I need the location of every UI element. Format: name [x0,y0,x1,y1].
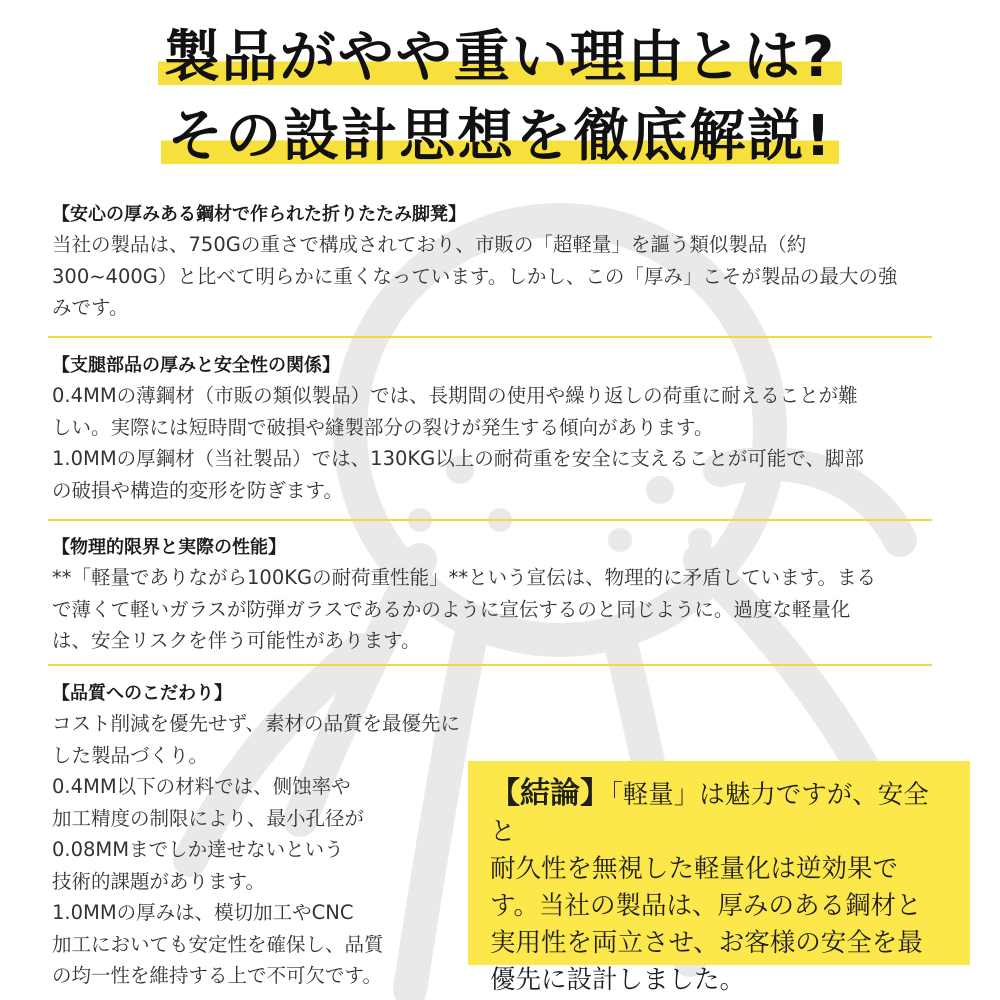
section-body: **「軽量でありながら100KGの耐荷重性能」**という宣伝は、物理的に矛盾しています。まる で薄くて軽いガラスが防弾ガラスであるかのように宣伝するのと同じように。過度な軽量化 は、安全リスクを伴う可能性があります。 [52,566,877,652]
section-divider [48,336,932,338]
section-title: 【物理的限界と実際の性能】 [52,537,286,558]
conclusion-box [468,761,970,995]
section-title: 【支腿部品の厚みと安全性の関係】 [52,355,340,376]
headline-line-2 [0,105,1000,169]
section-title: 【安心の厚みある鋼材で作られた折りたたみ脚凳】 [52,204,466,225]
section-body: コスト削減を優先せず、素材の品質を最優先にした製品づくり。 0.4MM以下の材料では、侧蚀率や 加工精度の制限により、最小孔径が 0.08MMまでしか達せないという 技術的課題があります。 1.0MMの厚みは、模切加工やCNC 加工においても安定性を確保し、品質 の均一性を維持する上で不可欠です。 [52,712,460,987]
section-divider [48,519,932,521]
section-divider [48,664,932,666]
conclusion-lead: 【結論】 [490,776,610,811]
headline-line-2-text: その設計思想を徹底解説! [161,104,839,169]
section-title: 【品質へのこだわり】 [52,683,232,704]
section-thick-steel [52,201,932,324]
section-physical-limit [52,534,932,657]
section-body: 0.4MMの薄鋼材（市販の類似製品）では、長期間の使用や繰り返しの荷重に耐えることが難 しい。実際には短時間で破損や縫製部分の裂けが発生する傾向があります。 1.0MMの厚鋼材（当社製品）では、130KG以上の耐荷重を安全に支えることが可能で、脚部 の破損や構造的変形を防ぎます。 [52,384,864,502]
conclusion-text: 「軽量」は魅力ですが、安全と 耐久性を無視した軽量化は逆効果で す。当社の製品は、厚みのある鋼材と 実用性を両立させ、お客様の安全を最 優先に設計しました。 [490,780,929,995]
section-leg-thickness [52,352,932,506]
headline-line-1 [0,26,1000,90]
section-body: 当社の製品は、750Gの重さで構成されており、市販の「超軽量」を謳う類似製品（約 300~400G）と比べて明らかに重くなっています。しかし、この「厚み」こそが製品の最大の強 みです。 [52,233,898,319]
headline-line-1-text: 製品がやや重い理由とは? [158,25,842,90]
